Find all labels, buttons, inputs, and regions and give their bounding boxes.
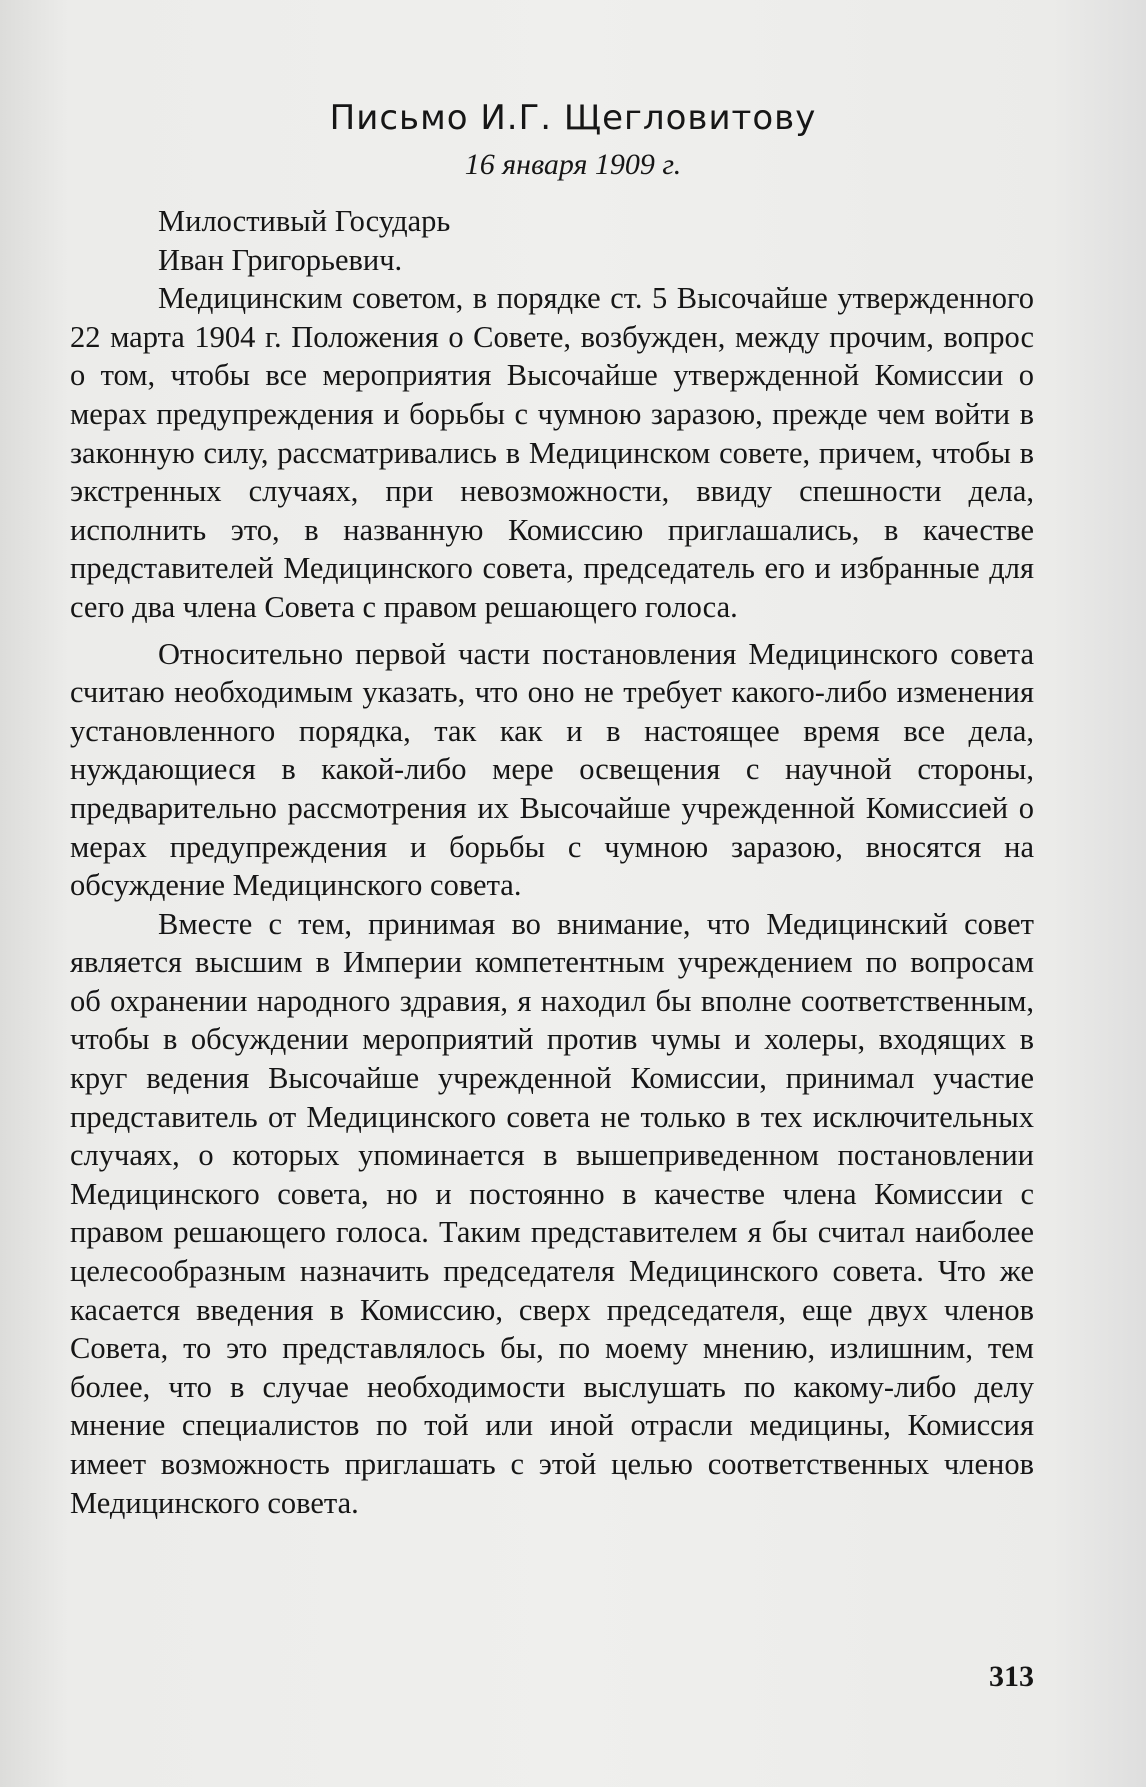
paragraph-2: Относительно первой части постановления Медицинского совета считаю необходимым указать, что оно не требует какого-либо изменения установленного порядка, так как и в настоящее время все дела, нуждающиеся в какой-либо мере освещения с научной стороны, предварительно рассмотрения их Высочайше учрежденной Комиссией о мерах предупреждения и борьбы с чумною заразою, вносятся на обсуждение Медицинского совета. [70,636,1034,903]
letter-date: 16 января 1909 г. [464,148,682,181]
paragraph-3: Вместе с тем, принимая во внимание, что Медицинский совет является высшим в Империи компетентным учреждением по вопросам об охранении народного здравия, я находил бы вполне соответственным, чтобы в обсуждении мероприятий против чумы и холеры, входящих в круг ведения Высочайше учрежденной Комиссии, принимал участие представитель от Медицинского совета не только в тех исключительных случаях, о которых упоминается в вышеприведенном постановлении Медицинского совета, но и постоянно в качестве члена Комиссии с правом решающего голоса. Таким представителем я бы считал наиболее целесообразным назначить председателя Медицинского совета. Что же касается введения в Комиссию, сверх председателя, еще двух членов Совета, то это представлялось бы, по моему мнению, излишним, тем более, что в случае необходимости выслушать по какому-либо делу мнение специалистов по той или иной отрасли медицины, Комиссия имеет возможность приглашать с этой целью соответственных членов Медицинского совета. [70,906,1034,1520]
page-number: 313 [989,1660,1034,1693]
paragraph-1: Медицинским советом, в порядке ст. 5 Высочайше утвержденного 22 марта 1904 г. Положения о Совете, возбужден, между прочим, вопрос о том, чтобы все мероприятия Высочайше утвержденной Комиссии о мерах предупреждения и борьбы с чумною заразою, прежде чем войти в законную силу, рассматривались в Медицинском совете, причем, чтобы в экстренных случаях, при невозможности, ввиду спешности дела, исполнить это, в названную Комиссию приглашались, в качестве представителей Медицинского совета, председатель его и избранные для сего два члена Совета с правом решающего голоса. [70,281,1034,624]
letter-body [70,202,1034,1522]
letter-title: Письмо И.Г. Щегловитову [329,98,817,138]
salutation-line-1: Милостивый Государь [158,204,451,238]
salutation-line-2: Иван Григорьевич. [158,242,403,277]
